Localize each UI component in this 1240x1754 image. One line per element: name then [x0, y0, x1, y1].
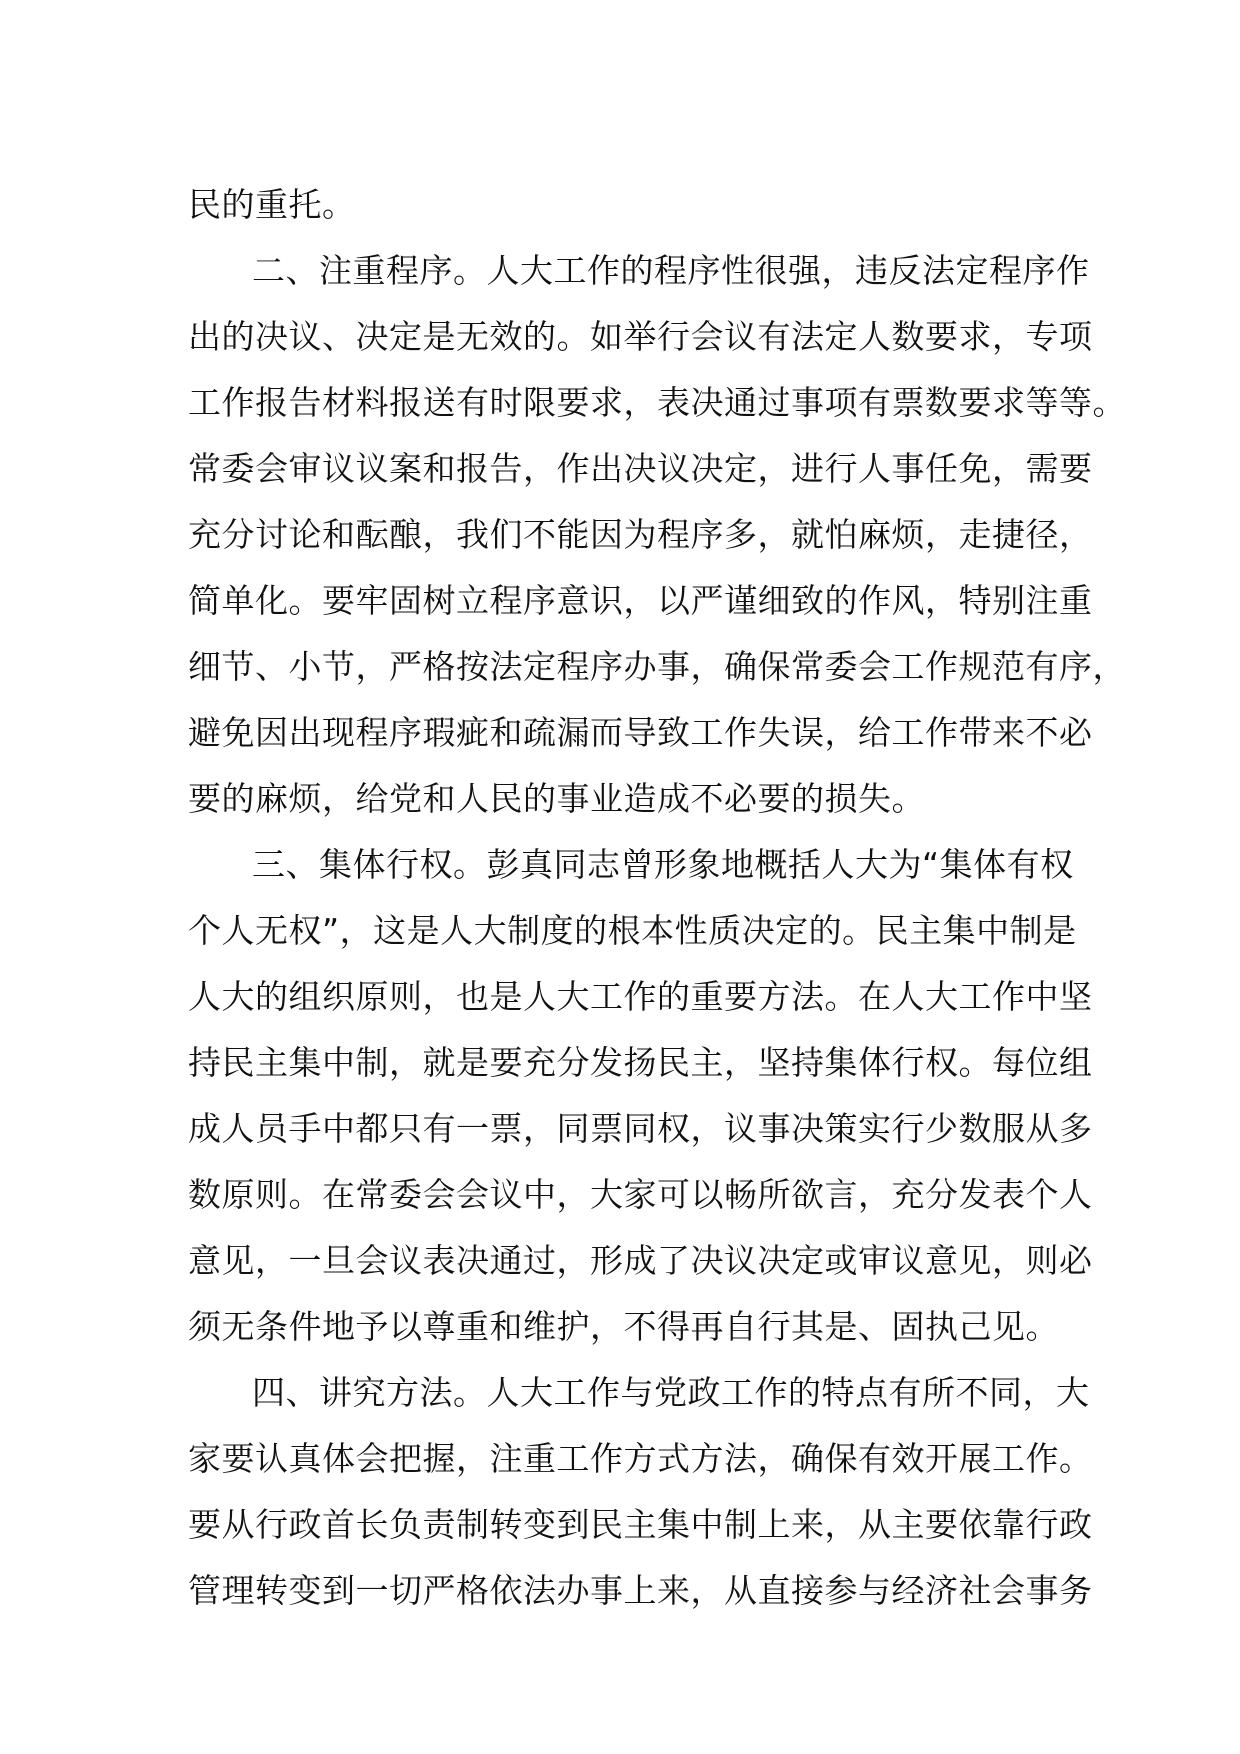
document-body — [188, 172, 1126, 1624]
paragraph-start-line: 四、讲究方法。人大工作与党政工作的特点有所不同，大 — [252, 1373, 1090, 1412]
text-line: 须无条件地予以尊重和维护，不得再自行其是、固执己见。 — [188, 1307, 1059, 1346]
text-line: 工作报告材料报送有时限要求，表决通过事项有票数要求等等。 — [188, 383, 1126, 422]
text-line: 意见，一旦会议表决通过，形成了决议决定或审议意见，则必 — [188, 1241, 1093, 1280]
paragraph-start-line: 三、集体行权。彭真同志曾形象地概括人大为“集体有权 — [252, 845, 1074, 884]
text-line: 要的麻烦，给党和人民的事业造成不必要的损失。 — [188, 779, 925, 818]
text-line: 要从行政首长负责制转变到民主集中制上来，从主要依靠行政 — [188, 1505, 1093, 1544]
text-line: 个人无权”，这是人大制度的根本性质决定的。民主集中制是 — [188, 911, 1077, 950]
text-line: 家要认真体会把握，注重工作方式方法，确保有效开展工作。 — [188, 1439, 1093, 1478]
text-line: 成人员手中都只有一票，同票同权，议事决策实行少数服从多 — [188, 1109, 1093, 1148]
text-line: 常委会审议议案和报告，作出决议决定，进行人事任免，需要 — [188, 449, 1093, 488]
text-line: 人大的组织原则，也是人大工作的重要方法。在人大工作中坚 — [188, 977, 1093, 1016]
text-line: 充分讨论和酝酿，我们不能因为程序多，就怕麻烦，走捷径， — [188, 515, 1093, 554]
text-line: 民的重托。 — [188, 185, 356, 224]
text-line: 出的决议、决定是无效的。如举行会议有法定人数要求，专项 — [188, 317, 1093, 356]
text-line: 细节、小节，严格按法定程序办事，确保常委会工作规范有序， — [188, 647, 1126, 686]
paragraph-start-line: 二、注重程序。人大工作的程序性很强，违反法定程序作 — [252, 251, 1090, 290]
text-line: 简单化。要牢固树立程序意识，以严谨细致的作风，特别注重 — [188, 581, 1093, 620]
text-line: 持民主集中制，就是要充分发扬民主，坚持集体行权。每位组 — [188, 1043, 1093, 1082]
text-line: 管理转变到一切严格依法办事上来，从直接参与经济社会事务 — [188, 1571, 1093, 1610]
text-line: 数原则。在常委会会议中，大家可以畅所欲言，充分发表个人 — [188, 1175, 1093, 1214]
text-line: 避免因出现程序瑕疵和疏漏而导致工作失误，给工作带来不必 — [188, 713, 1093, 752]
